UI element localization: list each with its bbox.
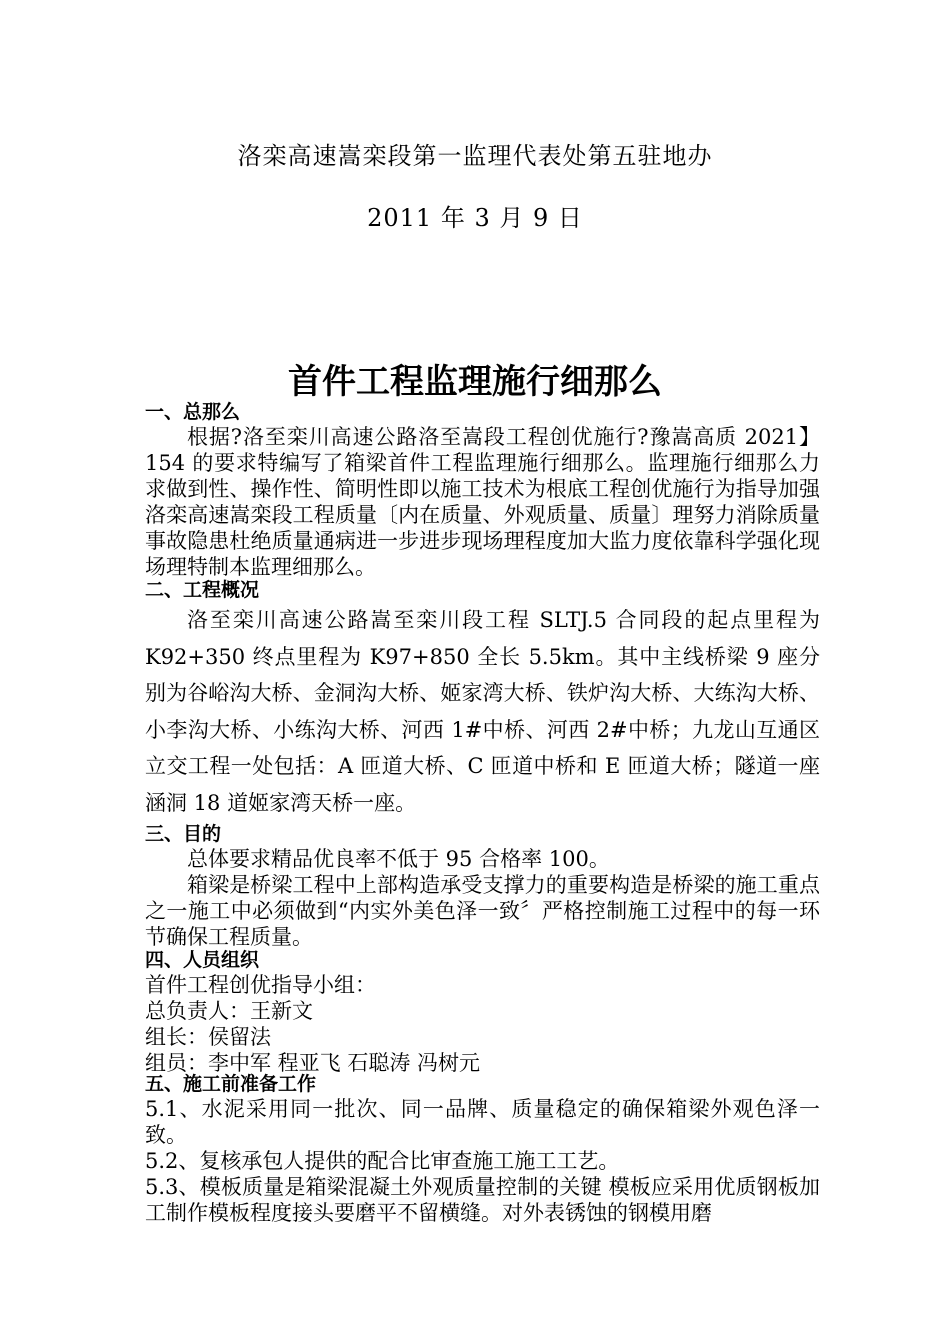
section-heading: 四、人员组织: [145, 949, 260, 971]
header-office: 洛栾高速嵩栾段第一监理代表处第五驻地办: [237, 142, 713, 170]
section-overview: [145, 578, 820, 821]
list-item: 首件工程创优指导小组：: [145, 973, 376, 997]
section-purpose: [145, 822, 820, 950]
paragraph: 洛至栾川高速公路嵩至栾川段工程 SLTJ.5 合同段的起点里程为 K92+350 终点里程为 K97+850 全长 5.5km。其中主线桥梁 9 座分别为谷峪沟大桥、金洞沟大桥、姬家湾大桥、铁炉沟大桥、大练沟大桥、小李沟大桥、小练沟大桥、河西 1#中桥、河西 2#中桥；九龙山互通区立交工程一处包括：A 匝道大桥、C 匝道中桥和 E 匝道大桥；隧道一座涵洞 18 道姬家湾天桥一座。: [145, 608, 820, 815]
section-heading: 二、工程概况: [145, 579, 260, 601]
paragraph: 5.2、复核承包人提供的配合比审查施工施工工艺。: [145, 1149, 620, 1173]
section-heading: 三、目的: [145, 823, 222, 845]
list-item: 组长：侯留法: [145, 1025, 271, 1049]
paragraph: 总体要求精品优良率不低于 95 合格率 100。: [187, 847, 610, 871]
section-heading: 五、施工前准备工作: [145, 1073, 317, 1095]
section-preparation: [145, 1072, 820, 1226]
list-item: 总负责人：王新文: [145, 999, 313, 1023]
document-title: 首件工程监理施行细那么: [288, 362, 662, 402]
paragraph: 5.3、模板质量是箱梁混凝土外观质量控制的关键 模板应采用优质钢板加工制作模板程度接头要磨平不留横缝。对外表锈蚀的钢模用磨: [145, 1175, 820, 1225]
paragraph: 箱梁是桥梁工程中上部构造承受支撑力的重要构造是桥梁的施工重点之一施工中必须做到“内实外美色泽一致〞严格控制施工过程中的每一环节确保工程质量。: [145, 873, 820, 949]
section-personnel: [145, 948, 820, 1076]
paragraph: 5.1、水泥采用同一批次、同一品牌、质量稳定的确保箱梁外观色泽一致。: [145, 1097, 820, 1147]
section-heading: 一、总那么: [145, 401, 241, 423]
section-general: [145, 400, 820, 580]
paragraph: 根据?洛至栾川高速公路洛至嵩段工程创优施行?豫嵩高质 2021】154 的要求特编写了箱梁首件工程监理施行细那么。监理施行细那么力求做到性、操作性、简明性即以施工技术为根底工程创优施行为指导加强洛栾高速嵩栾段工程质量〔内在质量、外观质量、质量〕理努力消除质量事故隐患杜绝质量通病进一步进步现场理程度加大监力度依靠科学强化现场理特制本监理细那么。: [145, 425, 820, 579]
header-date: 2011 年 3 月 9 日: [367, 204, 583, 232]
list-item: 组员：李中军 程亚飞 石聪涛 冯树元: [145, 1051, 481, 1075]
